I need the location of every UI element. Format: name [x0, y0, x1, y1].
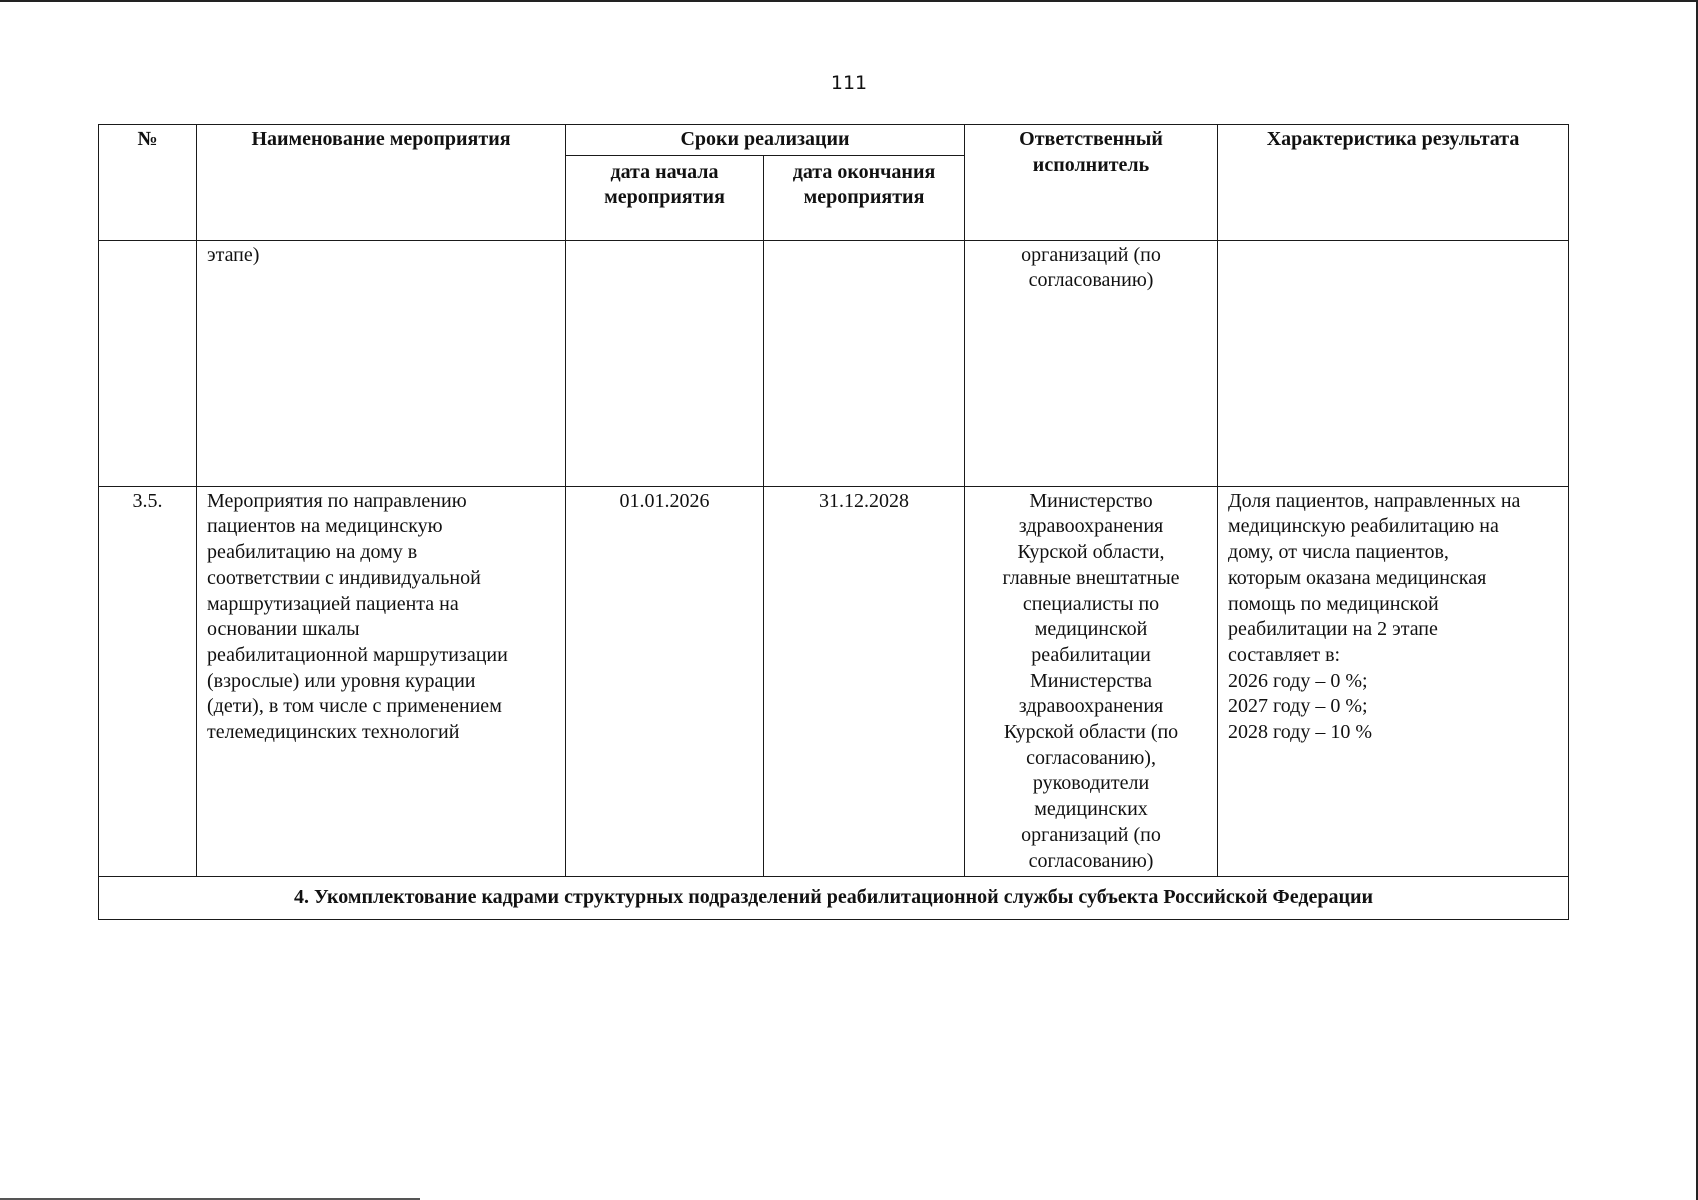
page-number: 111: [830, 72, 868, 94]
row-num: [99, 240, 197, 486]
table-row: [99, 240, 1569, 486]
header-result: Характеристика результата: [1218, 125, 1569, 241]
row-end: [764, 240, 965, 486]
header-end: дата окончания мероприятия: [764, 155, 965, 240]
header-period: Сроки реализации: [566, 125, 965, 156]
header-row-1: [99, 125, 1569, 156]
row-responsible: организаций (по согласованию): [965, 240, 1218, 486]
header-start: дата начала мероприятия: [566, 155, 764, 240]
header-num: №: [99, 125, 197, 241]
row-result: Доля пациентов, направленных на медицинскую реабилитацию на дому, от числа пациентов, которым оказана медицинская помощь по медицинской реабилитации на 2 этапе составляет в: 2026 году – 0 %; 2027 году – 0 %; 2028 году – 10 %: [1218, 486, 1569, 877]
row-num: 3.5.: [99, 486, 197, 877]
row-responsible: Министерство здравоохранения Курской области, главные внештатные специалисты по медицинской реабилитации Министерства здравоохранения Курской области (по согласованию), руководители медицинских организаций (по согласованию): [965, 486, 1218, 877]
row-result: [1218, 240, 1569, 486]
row-start: 01.01.2026: [566, 486, 764, 877]
header-name: Наименование мероприятия: [197, 125, 566, 241]
row-start: [566, 240, 764, 486]
scan-edge-top: [0, 0, 1698, 2]
section-row: [99, 877, 1569, 920]
table-row: [99, 486, 1569, 877]
row-name: Мероприятия по направлению пациентов на медицинскую реабилитацию на дому в соответствии с индивидуальной маршрутизацией пациента на основании шкалы реабилитационной маршрутизации (взрослые) или уровня курации (дети), в том числе с применением телемедицинских технологий: [197, 486, 566, 877]
header-responsible: Ответственный исполнитель: [965, 125, 1218, 241]
section-title: 4. Укомплектование кадрами структурных подразделений реабилитационной службы субъекта Российской Федерации: [99, 877, 1569, 920]
activities-table: [98, 124, 1569, 920]
row-name: этапе): [197, 240, 566, 486]
row-end: 31.12.2028: [764, 486, 965, 877]
